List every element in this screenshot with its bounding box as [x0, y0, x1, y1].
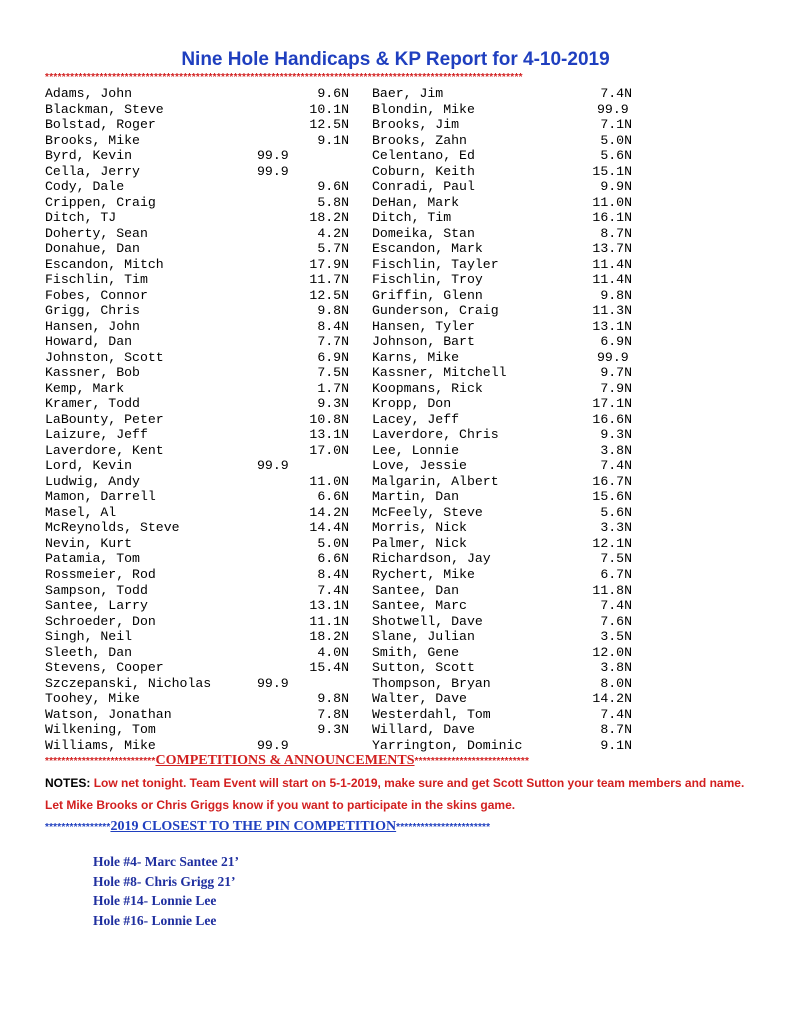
table-row — [45, 226, 745, 242]
handicap-value: 5.7N — [317, 241, 349, 257]
handicap-value: 18.2N — [309, 210, 349, 226]
announcements-header — [45, 752, 745, 769]
player-name: Rossmeier, Rod — [45, 566, 156, 582]
player-name: Brooks, Jim — [372, 117, 460, 133]
table-row — [45, 474, 745, 490]
handicap-value: 7.5N — [317, 365, 349, 381]
handicap-value: 7.4N — [600, 706, 632, 722]
handicap-value: 11.0N — [309, 473, 349, 489]
hole-result: Hole #14- Lonnie Lee — [93, 893, 217, 908]
handicap-value: 5.6N — [600, 148, 632, 164]
player-name: Walter, Dave — [372, 691, 467, 707]
player-name: Masel, Al — [45, 504, 117, 520]
player-name: Szczepanski, Nicholas — [45, 675, 212, 691]
notes-label: NOTES: — [45, 776, 91, 790]
handicap-value: 13.1N — [309, 427, 349, 443]
handicap-value: 11.1N — [309, 613, 349, 629]
handicap-value: 16.1N — [592, 210, 632, 226]
handicap-value: 8.4N — [317, 566, 349, 582]
announcements-heading: COMPETITIONS & ANNOUNCEMENTS — [155, 753, 415, 768]
player-name: Lacey, Jeff — [372, 411, 460, 427]
player-name: Schroeder, Don — [45, 613, 156, 629]
player-name: Watson, Jonathan — [45, 706, 172, 722]
table-row — [45, 288, 745, 304]
table-row — [45, 536, 745, 552]
player-name: Morris, Nick — [372, 520, 467, 536]
handicap-value: 13.7N — [592, 241, 632, 257]
player-name: Blondin, Mike — [372, 101, 475, 117]
handicap-value: 15.6N — [592, 489, 632, 505]
handicap-value: 6.7N — [600, 566, 632, 582]
player-name: McFeely, Steve — [372, 504, 483, 520]
closest-to-pin-heading: 2019 CLOSEST TO THE PIN COMPETITION — [110, 819, 397, 834]
table-row — [45, 567, 745, 583]
player-name: Brooks, Mike — [45, 132, 140, 148]
table-row — [45, 210, 745, 226]
table-row — [45, 583, 745, 599]
player-name: McReynolds, Steve — [45, 520, 180, 536]
player-name: Hansen, Tyler — [372, 318, 475, 334]
player-name: Baer, Jim — [372, 86, 444, 101]
handicap-value: 9.1N — [317, 132, 349, 148]
player-name: Willard, Dave — [372, 722, 475, 738]
handicap-value: 9.3N — [600, 427, 632, 443]
player-name: Karns, Mike — [372, 349, 460, 365]
player-name: Laverdore, Chris — [372, 427, 499, 443]
table-row — [45, 195, 745, 211]
player-name: Blackman, Steve — [45, 101, 164, 117]
player-name: Kropp, Don — [372, 396, 452, 412]
player-name: Stevens, Cooper — [45, 660, 164, 676]
handicap-value: 11.3N — [592, 303, 632, 319]
handicap-value: 7.1N — [600, 117, 632, 133]
handicap-value: 7.4N — [600, 86, 632, 101]
handicap-value: 10.1N — [309, 101, 349, 117]
handicap-value: 7.4N — [600, 458, 632, 474]
hole-result: Hole #4- Marc Santee 21’ — [93, 854, 239, 869]
handicap-value: 99.9 — [597, 101, 629, 117]
player-name: Slane, Julian — [372, 629, 475, 645]
handicap-value: 3.8N — [600, 442, 632, 458]
player-name: Kassner, Mitchell — [372, 365, 507, 381]
player-name: Crippen, Craig — [45, 194, 156, 210]
handicap-value: 6.6N — [317, 551, 349, 567]
player-name: Laverdore, Kent — [45, 442, 164, 458]
player-name: Smith, Gene — [372, 644, 460, 660]
stars-right: **************************** — [414, 756, 530, 767]
handicap-value: 7.4N — [317, 582, 349, 598]
player-name: Santee, Dan — [372, 582, 460, 598]
player-name: Escandon, Mark — [372, 241, 483, 257]
handicap-value: 18.2N — [309, 629, 349, 645]
handicap-value: 3.5N — [600, 629, 632, 645]
handicap-value: 7.5N — [600, 551, 632, 567]
table-row — [45, 412, 745, 428]
table-row — [45, 102, 745, 118]
handicap-value: 9.6N — [317, 86, 349, 101]
player-name: Fischlin, Tayler — [372, 256, 499, 272]
handicap-value: 9.8N — [317, 691, 349, 707]
handicap-value: 9.7N — [600, 365, 632, 381]
handicap-value: 99.9 — [257, 675, 289, 691]
player-name: Palmer, Nick — [372, 535, 467, 551]
notes-text: Low net tonight. Team Event will start on 5-1-2019, make sure and get Scott Sutton your team members and name. Let Mike Brooks or Chris Griggs know if you want to participate in the skins game. — [45, 776, 745, 812]
handicap-value: 9.8N — [600, 287, 632, 303]
handicap-value: 16.6N — [592, 411, 632, 427]
handicap-value: 99.9 — [257, 163, 289, 179]
handicap-value: 9.8N — [317, 303, 349, 319]
handicap-value: 8.4N — [317, 318, 349, 334]
player-name: Coburn, Keith — [372, 163, 475, 179]
player-name: Fischlin, Tim — [45, 272, 148, 288]
handicap-value: 7.6N — [600, 613, 632, 629]
table-row — [45, 722, 745, 738]
table-row — [45, 629, 745, 645]
table-row — [45, 334, 745, 350]
handicap-value: 12.1N — [592, 535, 632, 551]
handicap-value: 99.9 — [597, 349, 629, 365]
handicap-value: 6.6N — [317, 489, 349, 505]
player-name: Conradi, Paul — [372, 179, 475, 195]
handicap-value: 14.4N — [309, 520, 349, 536]
handicap-value: 1.7N — [317, 380, 349, 396]
handicap-value: 6.9N — [600, 334, 632, 350]
handicap-value: 13.1N — [309, 598, 349, 614]
player-name: Patamia, Tom — [45, 551, 140, 567]
handicap-value: 12.0N — [592, 644, 632, 660]
handicap-value: 14.2N — [309, 504, 349, 520]
handicap-value: 10.8N — [309, 411, 349, 427]
handicap-value: 16.7N — [592, 473, 632, 489]
player-name: Brooks, Zahn — [372, 132, 467, 148]
player-name: Ludwig, Andy — [45, 473, 140, 489]
handicap-value: 7.8N — [317, 706, 349, 722]
title-divider: ****************************************************************************************************************** — [45, 72, 523, 83]
table-row — [45, 257, 745, 273]
handicap-value: 9.1N — [600, 737, 632, 753]
handicap-value: 4.0N — [317, 644, 349, 660]
table-row — [45, 551, 745, 567]
handicap-value: 12.5N — [309, 117, 349, 133]
player-name: Cella, Jerry — [45, 163, 140, 179]
handicap-value: 99.9 — [257, 458, 289, 474]
handicap-value: 14.2N — [592, 691, 632, 707]
table-row — [45, 427, 745, 443]
player-name: Nevin, Kurt — [45, 535, 133, 551]
player-name: Toohey, Mike — [45, 691, 140, 707]
handicap-table — [45, 86, 745, 753]
table-row — [45, 676, 745, 692]
player-name: Singh, Neil — [45, 629, 133, 645]
table-row — [45, 117, 745, 133]
table-row — [45, 319, 745, 335]
player-name: LaBounty, Peter — [45, 411, 164, 427]
player-name: Westerdahl, Tom — [372, 706, 491, 722]
player-name: Cody, Dale — [45, 179, 125, 195]
player-name: Fobes, Connor — [45, 287, 148, 303]
table-row — [45, 272, 745, 288]
player-name: Lee, Lonnie — [372, 442, 460, 458]
table-row — [45, 707, 745, 723]
handicap-value: 8.0N — [600, 675, 632, 691]
handicap-value: 99.9 — [257, 737, 289, 753]
player-name: Laizure, Jeff — [45, 427, 148, 443]
player-name: Sutton, Scott — [372, 660, 475, 676]
player-name: Adams, John — [45, 86, 133, 101]
table-row — [45, 365, 745, 381]
player-name: Ditch, TJ — [45, 210, 117, 226]
player-name: Lord, Kevin — [45, 458, 133, 474]
handicap-value: 8.7N — [600, 722, 632, 738]
table-row — [45, 489, 745, 505]
handicap-value: 11.7N — [309, 272, 349, 288]
table-row — [45, 350, 745, 366]
handicap-value: 9.3N — [317, 396, 349, 412]
player-name: Escandon, Mitch — [45, 256, 164, 272]
player-name: Richardson, Jay — [372, 551, 491, 567]
handicap-value: 17.9N — [309, 256, 349, 272]
table-row — [45, 133, 745, 149]
hole-result: Hole #16- Lonnie Lee — [93, 912, 217, 928]
handicap-value: 15.4N — [309, 660, 349, 676]
stars-right: *********************** — [396, 822, 491, 833]
player-name: Donahue, Dan — [45, 241, 140, 257]
handicap-value: 3.8N — [600, 660, 632, 676]
player-name: Thompson, Bryan — [372, 675, 491, 691]
table-row — [45, 443, 745, 459]
closest-to-pin-list — [93, 852, 239, 930]
player-name: Gunderson, Craig — [372, 303, 499, 319]
player-name: Byrd, Kevin — [45, 148, 133, 164]
player-name: Williams, Mike — [45, 737, 156, 753]
stars-left: **************** — [45, 822, 111, 833]
handicap-value: 4.2N — [317, 225, 349, 241]
handicap-value: 6.9N — [317, 349, 349, 365]
table-row — [45, 458, 745, 474]
player-name: DeHan, Mark — [372, 194, 460, 210]
player-name: Rychert, Mike — [372, 566, 475, 582]
handicap-value: 99.9 — [257, 148, 289, 164]
player-name: Celentano, Ed — [372, 148, 475, 164]
player-name: Love, Jessie — [372, 458, 467, 474]
player-name: Yarrington, Dominic — [372, 737, 523, 753]
player-name: Fischlin, Troy — [372, 272, 483, 288]
handicap-value: 5.8N — [317, 194, 349, 210]
player-name: Koopmans, Rick — [372, 380, 483, 396]
table-row — [45, 738, 745, 754]
player-name: Kramer, Todd — [45, 396, 140, 412]
player-name: Griffin, Glenn — [372, 287, 483, 303]
handicap-value: 5.6N — [600, 504, 632, 520]
table-row — [45, 164, 745, 180]
player-name: Martin, Dan — [372, 489, 460, 505]
handicap-value: 11.8N — [592, 582, 632, 598]
table-row — [45, 86, 745, 102]
player-name: Malgarin, Albert — [372, 473, 499, 489]
player-name: Hansen, John — [45, 318, 140, 334]
handicap-value: 5.0N — [600, 132, 632, 148]
player-name: Kemp, Mark — [45, 380, 125, 396]
player-name: Grigg, Chris — [45, 303, 140, 319]
player-name: Ditch, Tim — [372, 210, 452, 226]
player-name: Howard, Dan — [45, 334, 133, 350]
table-row — [45, 645, 745, 661]
player-name: Domeika, Stan — [372, 225, 475, 241]
handicap-value: 7.4N — [600, 598, 632, 614]
table-row — [45, 303, 745, 319]
handicap-value: 11.4N — [592, 256, 632, 272]
player-name: Sampson, Todd — [45, 582, 148, 598]
handicap-value: 11.4N — [592, 272, 632, 288]
table-row — [45, 691, 745, 707]
closest-to-pin-header — [45, 818, 490, 835]
table-row — [45, 179, 745, 195]
table-row — [45, 381, 745, 397]
table-row — [45, 598, 745, 614]
table-row — [45, 505, 745, 521]
player-name: Santee, Larry — [45, 598, 148, 614]
handicap-value: 3.3N — [600, 520, 632, 536]
notes-block — [45, 772, 765, 816]
table-row — [45, 660, 745, 676]
handicap-value: 17.1N — [592, 396, 632, 412]
player-name: Johnston, Scott — [45, 349, 164, 365]
handicap-value: 8.7N — [600, 225, 632, 241]
table-row — [45, 396, 745, 412]
handicap-value: 17.0N — [309, 442, 349, 458]
handicap-value: 15.1N — [592, 163, 632, 179]
handicap-value: 13.1N — [592, 318, 632, 334]
player-name: Wilkening, Tom — [45, 722, 156, 738]
player-name: Doherty, Sean — [45, 225, 148, 241]
handicap-value: 7.9N — [600, 380, 632, 396]
handicap-value: 12.5N — [309, 287, 349, 303]
stars-left: *************************** — [45, 756, 156, 767]
player-name: Santee, Marc — [372, 598, 467, 614]
hole-result: Hole #8- Chris Grigg 21’ — [93, 873, 236, 889]
handicap-value: 9.3N — [317, 722, 349, 738]
player-name: Sleeth, Dan — [45, 644, 133, 660]
report-title: Nine Hole Handicaps & KP Report for 4-10-2019 — [181, 49, 610, 70]
player-name: Kassner, Bob — [45, 365, 140, 381]
handicap-value: 9.9N — [600, 179, 632, 195]
table-row — [45, 614, 745, 630]
table-row — [45, 241, 745, 257]
handicap-value: 5.0N — [317, 535, 349, 551]
player-name: Shotwell, Dave — [372, 613, 483, 629]
handicap-value: 11.0N — [592, 194, 632, 210]
player-name: Mamon, Darrell — [45, 489, 156, 505]
handicap-value: 7.7N — [317, 334, 349, 350]
handicap-value: 9.6N — [317, 179, 349, 195]
player-name: Bolstad, Roger — [45, 117, 156, 133]
table-row — [45, 520, 745, 536]
table-row — [45, 148, 745, 164]
player-name: Johnson, Bart — [372, 334, 475, 350]
